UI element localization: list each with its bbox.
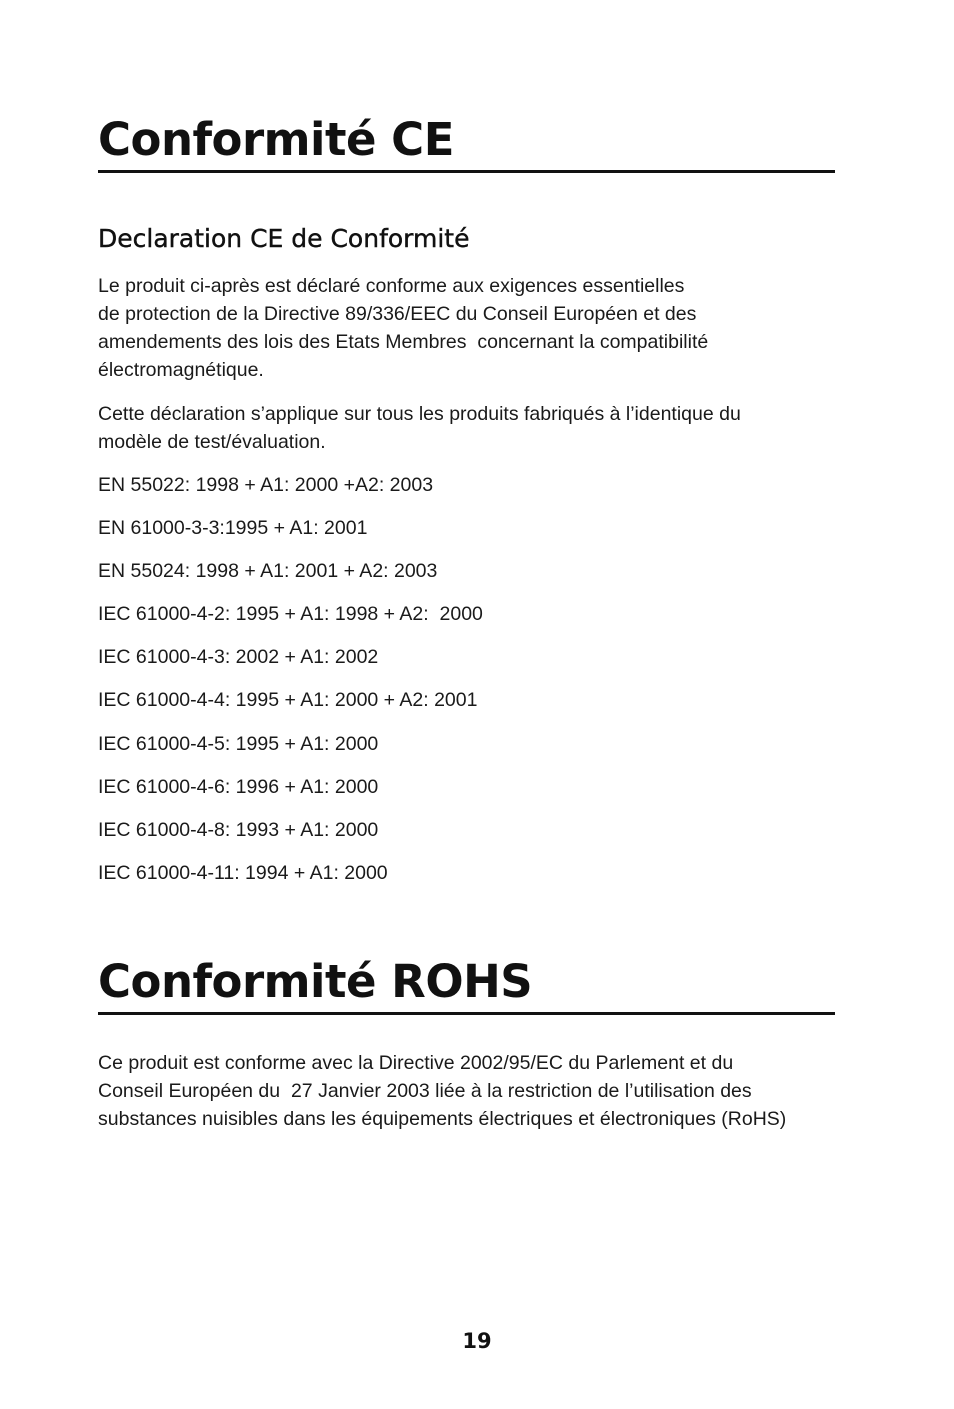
standard-item: EN 55024: 1998 + A1: 2001 + A2: 2003 — [98, 560, 438, 583]
text-line: électromagnétique. — [98, 359, 264, 381]
ce-declaration-subtitle: Declaration CE de Conformité — [98, 224, 470, 253]
standard-item: IEC 61000-4-5: 1995 + A1: 2000 — [98, 732, 379, 755]
rohs-paragraph — [98, 1049, 835, 1133]
text-line: Conseil Européen du 27 Janvier 2003 liée à la restriction de l’utilisation des — [98, 1080, 752, 1102]
ce-paragraph-2 — [98, 400, 835, 456]
text-line: de protection de la Directive 89/336/EEC du Conseil Européen et des — [98, 303, 697, 325]
text-line: amendements des lois des Etats Membres concernant la compatibilité — [98, 331, 709, 353]
standard-item: IEC 61000-4-6: 1996 + A1: 2000 — [98, 775, 379, 798]
ce-paragraph-1 — [98, 272, 835, 384]
standard-item: IEC 61000-4-11: 1994 + A1: 2000 — [98, 861, 388, 884]
standard-item: IEC 61000-4-8: 1993 + A1: 2000 — [98, 818, 379, 841]
standard-item: IEC 61000-4-3: 2002 + A1: 2002 — [98, 646, 379, 669]
text-line: Le produit ci-après est déclaré conforme aux exigences essentielles — [98, 275, 685, 297]
standard-item: IEC 61000-4-4: 1995 + A1: 2000 + A2: 2001 — [98, 689, 478, 712]
text-line: substances nuisibles dans les équipements électriques et électroniques (RoHS) — [98, 1108, 787, 1130]
standard-item: IEC 61000-4-2: 1995 + A1: 1998 + A2: 2000 — [98, 603, 483, 626]
rohs-section-title: Conformité ROHS — [98, 954, 835, 1015]
text-line: Cette déclaration s’applique sur tous les produits fabriqués à l’identique du — [98, 403, 741, 425]
text-line: Ce produit est conforme avec la Directive 2002/95/EC du Parlement et du — [98, 1052, 734, 1074]
standard-item: EN 55022: 1998 + A1: 2000 +A2: 2003 — [98, 474, 434, 496]
page-number: 19 — [462, 1329, 492, 1353]
standards-list — [98, 471, 835, 902]
ce-section-title: Conformité CE — [98, 112, 835, 173]
ce-declaration-body — [98, 272, 835, 472]
standard-item: EN 61000-3-3:1995 + A1: 2001 — [98, 517, 368, 540]
text-line: modèle de test/évaluation. — [98, 431, 326, 453]
